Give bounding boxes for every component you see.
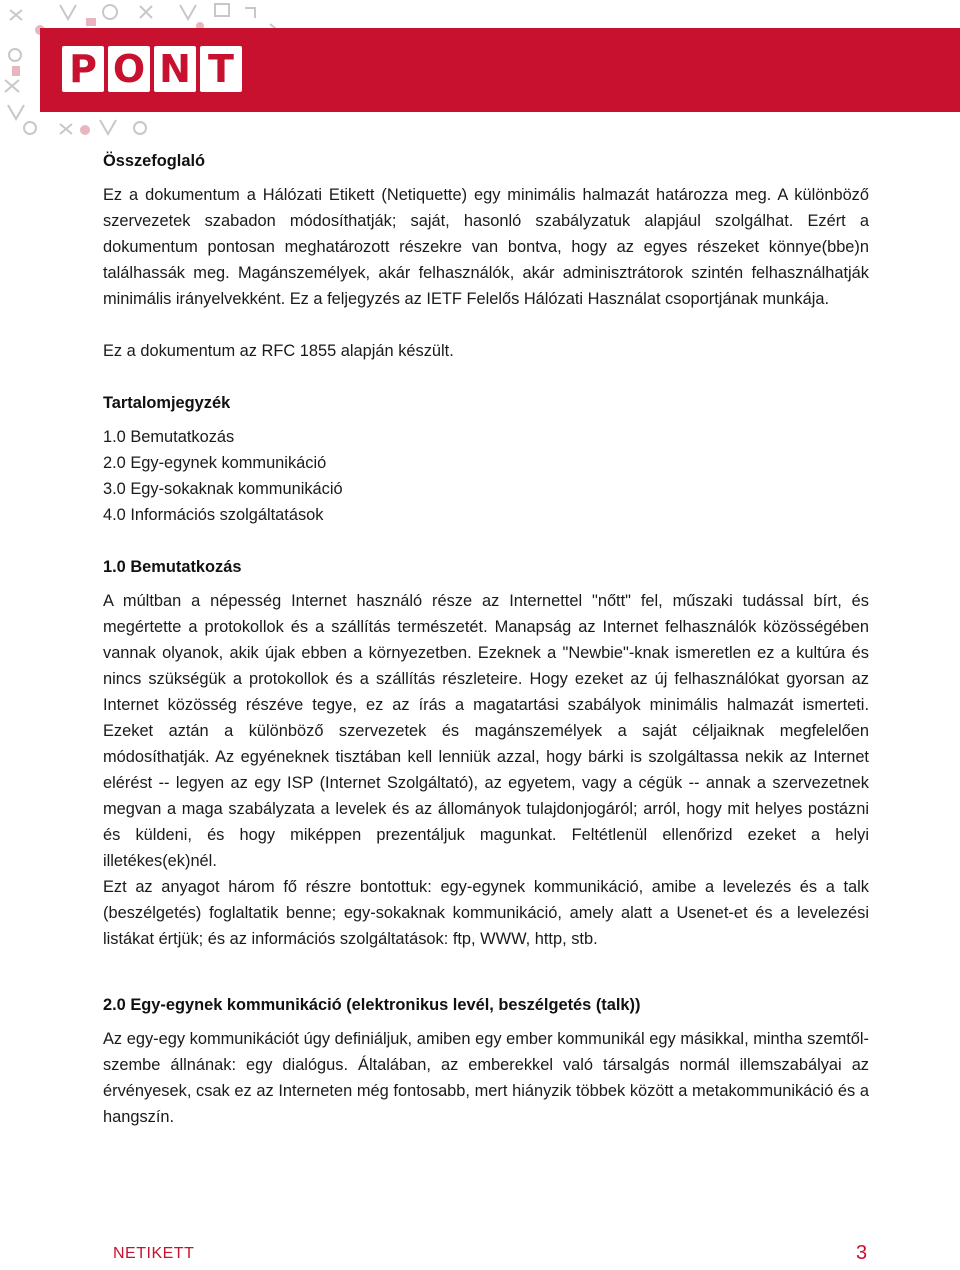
document-body bbox=[103, 148, 869, 1130]
toc-item: 4.0 Információs szolgáltatások bbox=[103, 506, 324, 524]
logo-letter: P bbox=[62, 46, 104, 92]
section1-paragraph: A múltban a népesség Internet használó része az Internettel "nőtt" fel, műszaki tudással bírt, és megértette a protokollok és a szállítás természetét. Manapság az Internet felhasználók közösségében vannak olyanok, akik újak ebben a környezetben. Ezeknek a "Newbie"-knak ismeretlen ez a kultúra és nincs szükségük a protokollok és a szállítás részleteire. Hogy ezeket az új felhasználókat gyorsan az Internet közösség részéve tegye, ez az írás a magatartási szabályok minimális halmazát ismerteti. Ezeket aztán a különböző szervezetek és magánszemélyek a saját céljaiknak megfelelően módosíthatják. Az egyéneknek tisztában kell lenniük azzal, hogy bárki is szolgáltassa nekik az Internet elérést -- legyen az egy ISP (Internet Szolgáltató), az egyetem, vagy a cégük -- annak a szervezetnek megvan a maga szabályzata a levelek és az állományok tulajdonjogáról; arról, hogy mit helyes postázni és küldeni, és hogy miképpen prezentáljuk magunkat. Feltétlenül ellenőrizd ezeket a helyi illetékes(ek)nél. bbox=[103, 592, 869, 870]
section1-paragraph: Ezt az anyagot három fő részre bontottuk: egy-egynek kommunikáció, amibe a levelezés és a talk (beszélgetés) foglaltatik benne; egy-sokaknak kommunikáció, amely alatt a Usenet-et és a levelezési listákat értjük; és az információs szolgáltatások: ftp, WWW, http, stb. bbox=[103, 878, 869, 948]
section1-heading: 1.0 Bemutatkozás bbox=[103, 558, 242, 576]
summary-paragraph: Ez a dokumentum a Hálózati Etikett (Netiquette) egy minimális halmazát határozza meg. A különböző szervezetek szabadon módosíthatják; saját, hasonló szabályzatuk alapjául szolgálhat. Ezért a dokumentum pontosan meghatározott részekre van bontva, hogy az egyes részeket könnye(bbe)n találhassák meg. Magánszemélyek, akár felhasználók, akár adminisztrátorok szintén felhasználhatják minimális irányelvekként. Ez a feljegyzés az IETF Felelős Hálózati Használat csoportjának munkája. bbox=[103, 186, 869, 308]
toc-item: 2.0 Egy-egynek kommunikáció bbox=[103, 454, 327, 472]
toc-item: 3.0 Egy-sokaknak kommunikáció bbox=[103, 480, 343, 498]
page-header bbox=[0, 0, 960, 140]
toc-list bbox=[103, 424, 869, 528]
section2-paragraph: Az egy-egy kommunikációt úgy definiáljuk, amiben egy ember kommunikál egy másikkal, mintha szemtől-szembe állnának: egy dialógus. Általában, az emberekkel való társalgás normál illemszabályai az érvényesek, csak ez az Interneten még fontosabb, mert hiányzik többek között a metakommunikáció és a hangszín. bbox=[103, 1030, 869, 1126]
toc-item: 1.0 Bemutatkozás bbox=[103, 428, 235, 446]
source-note: Ez a dokumentum az RFC 1855 alapján készült. bbox=[103, 342, 454, 360]
section2-heading: 2.0 Egy-egynek kommunikáció (elektronikus levél, beszélgetés (talk)) bbox=[103, 996, 641, 1014]
pont-logo bbox=[62, 46, 242, 96]
summary-heading: Összefoglaló bbox=[103, 152, 206, 170]
logo-letter: O bbox=[108, 46, 150, 92]
logo-letter: T bbox=[200, 46, 242, 92]
toc-heading: Tartalomjegyzék bbox=[103, 394, 231, 412]
page-number: 3 bbox=[856, 1242, 868, 1264]
logo-letter: N bbox=[154, 46, 196, 92]
footer-label: NETIKETT bbox=[113, 1245, 195, 1262]
